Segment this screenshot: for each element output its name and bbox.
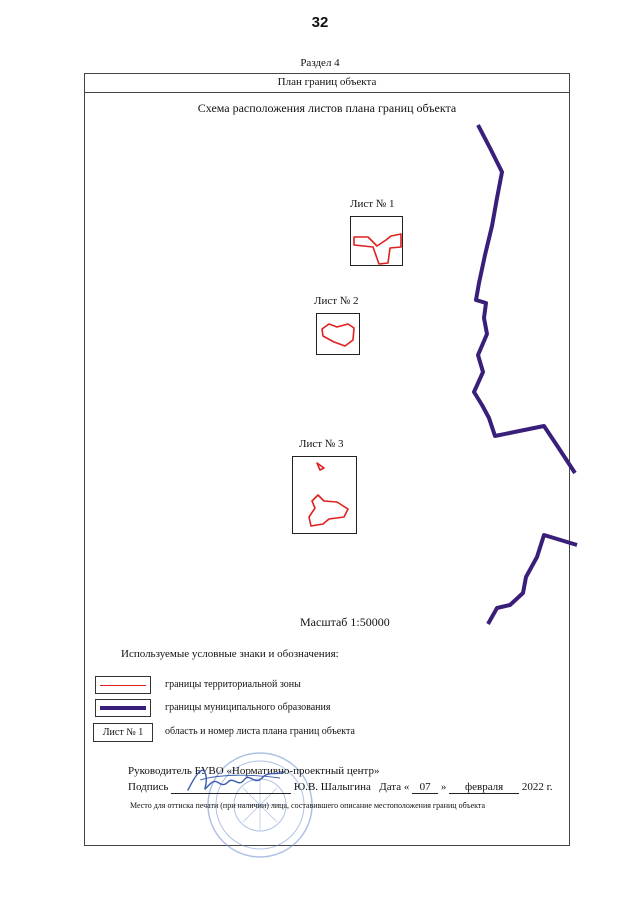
sheet-3-label: Лист № 3 xyxy=(299,438,344,450)
legend-municipal-text: границы муниципального образования xyxy=(165,702,331,713)
date-year: 2022 г. xyxy=(521,781,553,793)
municipal-boundary-line-icon xyxy=(100,706,146,710)
sheet-2-zone-boundary xyxy=(317,314,361,356)
sheet-1-box[interactable] xyxy=(350,216,403,266)
map-scale: Масштаб 1:50000 xyxy=(300,615,390,629)
frame-header: План границ объекта xyxy=(84,73,570,93)
legend-municipal-sample xyxy=(95,699,151,717)
scheme-title: Схема расположения листов плана границ объекта xyxy=(197,101,457,115)
signature-org-line: Руководитель БУВО «Нормативно-проектный центр» xyxy=(128,765,380,777)
sheet-1-label: Лист № 1 xyxy=(350,198,395,210)
legend-zone-sample xyxy=(95,676,151,694)
date-month: февраля xyxy=(449,782,519,794)
sheet-3-box[interactable] xyxy=(292,456,357,534)
handwritten-signature xyxy=(180,760,290,800)
section-title: Раздел 4 xyxy=(300,57,340,69)
date-label: Дата « xyxy=(379,781,410,793)
signer-name: Ю.В. Шалыгина xyxy=(293,781,371,793)
municipal-boundary-lower xyxy=(488,535,577,624)
zone-boundary-line-icon xyxy=(100,685,146,686)
stamp-place-note: Место для оттиска печати (при наличии) лица, составившего описание местоположения границ объекта xyxy=(130,801,486,810)
legend-sheet-text: область и номер листа плана границ объекта xyxy=(165,726,355,737)
legend-zone-text: границы территориальной зоны xyxy=(165,679,301,690)
sheet-1-zone-boundary xyxy=(351,217,404,267)
sheet-3-zone-boundary xyxy=(293,457,358,535)
sheet-2-box[interactable] xyxy=(316,313,360,355)
date-separator: » xyxy=(440,781,447,793)
legend-title: Используемые условные знаки и обозначения: xyxy=(121,648,339,660)
sheet-2-label: Лист № 2 xyxy=(314,295,359,307)
municipal-boundary-upper xyxy=(474,125,575,473)
page-number: 32 xyxy=(311,14,329,31)
legend-sheet-sample: Лист № 1 xyxy=(93,723,153,742)
date-day: 07 xyxy=(412,782,438,794)
sign-label: Подпись xyxy=(128,781,169,793)
